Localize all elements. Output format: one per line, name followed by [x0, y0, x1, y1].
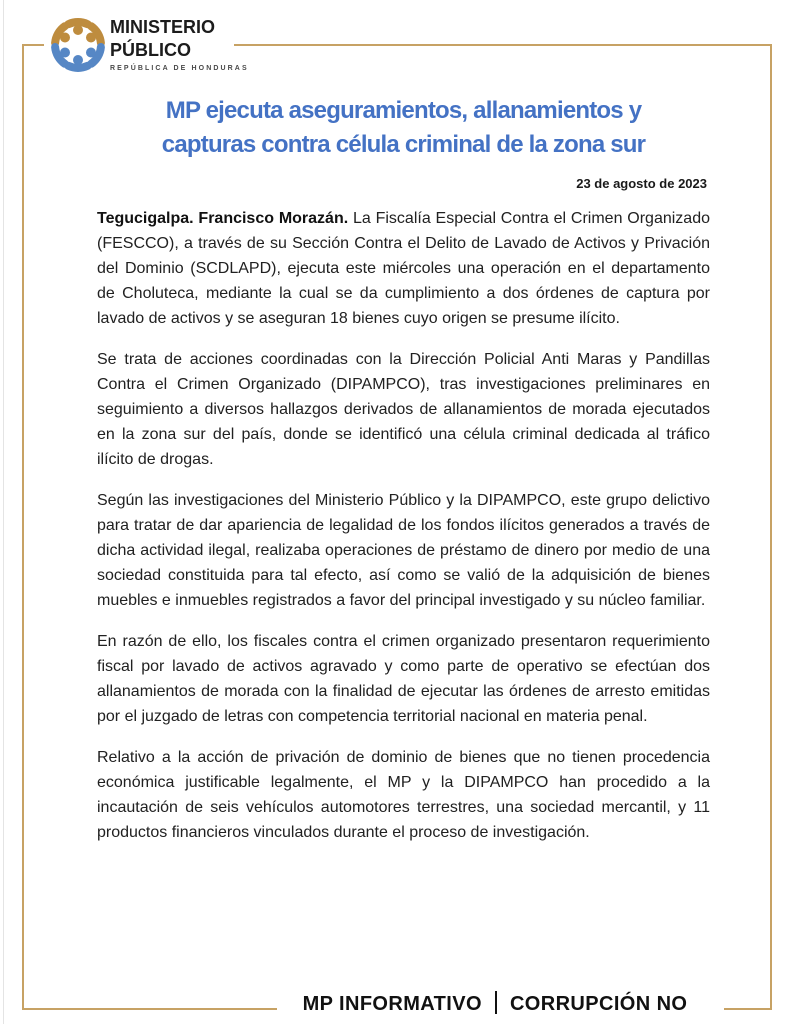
logo-wordmark	[110, 16, 330, 72]
gold-frame-bottom-right-stub	[724, 1008, 772, 1010]
people-circle-emblem-icon	[50, 15, 106, 75]
paragraph-1-lead: Tegucigalpa. Francisco Morazán.	[97, 210, 349, 227]
logo-title-line2: PÚBLICO	[110, 40, 191, 60]
paragraph-4: En razón de ello, los fiscales contra el crimen organizado presentaron requerimiento fiscal por lavado de activos agravado y como parte de operativo se efectúan dos allanamientos de morada con la finalidad de ejecutar las órdenes de arresto emitidas por el juzgado de letras con competencia territorial nacional en materia penal.	[97, 633, 710, 725]
gold-frame-right-line	[770, 44, 772, 1010]
gold-frame-top-left-stub	[22, 44, 44, 46]
footer-label-right: CORRUPCIÓN NO	[509, 993, 688, 1015]
logo-title-line1: MINISTERIO	[110, 17, 216, 37]
headline-line1: MP ejecuta aseguramientos, allanamientos y	[165, 97, 642, 124]
footer-divider-bar	[495, 991, 497, 1014]
paragraph-5: Relativo a la acción de privación de dominio de bienes que no tienen procedencia económica justificable legalmente, el MP y la DIPAMPCO han procedido a la incautación de seis vehículos automotores terrestres, una sociedad mercantil, y 11 productos financieros vinculados durante el proceso de investigación.	[97, 749, 710, 841]
article-date: 23 de agosto de 2023	[576, 176, 707, 191]
article-headline	[97, 94, 710, 162]
paragraph-1	[97, 206, 710, 331]
headline-line2: capturas contra célula criminal de la zona sur	[161, 131, 646, 158]
gold-frame-left-line	[22, 44, 24, 1010]
paragraph-3: Según las investigaciones del Ministerio Público y la DIPAMPCO, este grupo delictivo para tratar de dar apariencia de legalidad de los fondos ilícitos generados a través de dicha actividad ilegal, realizaba operaciones de préstamo de dinero por medio de una sociedad constituida para tal efecto, así como se valió de la adquisición de bienes muebles e inmuebles registrados a favor del principal investigado y su núcleo familiar.	[97, 492, 710, 609]
footer-label-left: MP INFORMATIVO	[302, 993, 482, 1015]
footer-banner	[290, 991, 700, 1016]
gold-frame-bottom-left-line	[22, 1008, 277, 1010]
article-body	[97, 206, 710, 861]
paragraph-1-text: La Fiscalía Especial Contra el Crimen Organizado (FESCCO), a través de su Sección Contra el Delito de Lavado de Activos y Privación del Dominio (SCDLAPD), ejecuta este miércoles una operación en el departamento de Choluteca, mediante la cual se da cumplimiento a dos órdenes de captura por lavado de activos y se aseguran 18 bienes cuyo origen se presume ilícito.	[97, 210, 710, 327]
page-edge-line	[3, 0, 4, 1024]
paragraph-2: Se trata de acciones coordinadas con la Dirección Policial Anti Maras y Pandillas Contra el Crimen Organizado (DIPAMPCO), tras investigaciones preliminares en seguimiento a diversos hallazgos derivados de allanamientos de morada ejecutados en la zona sur del país, donde se identificó una célula criminal dedicada al tráfico ilícito de drogas.	[97, 351, 710, 468]
logo-subtitle: REPÚBLICA DE HONDURAS	[110, 65, 249, 72]
